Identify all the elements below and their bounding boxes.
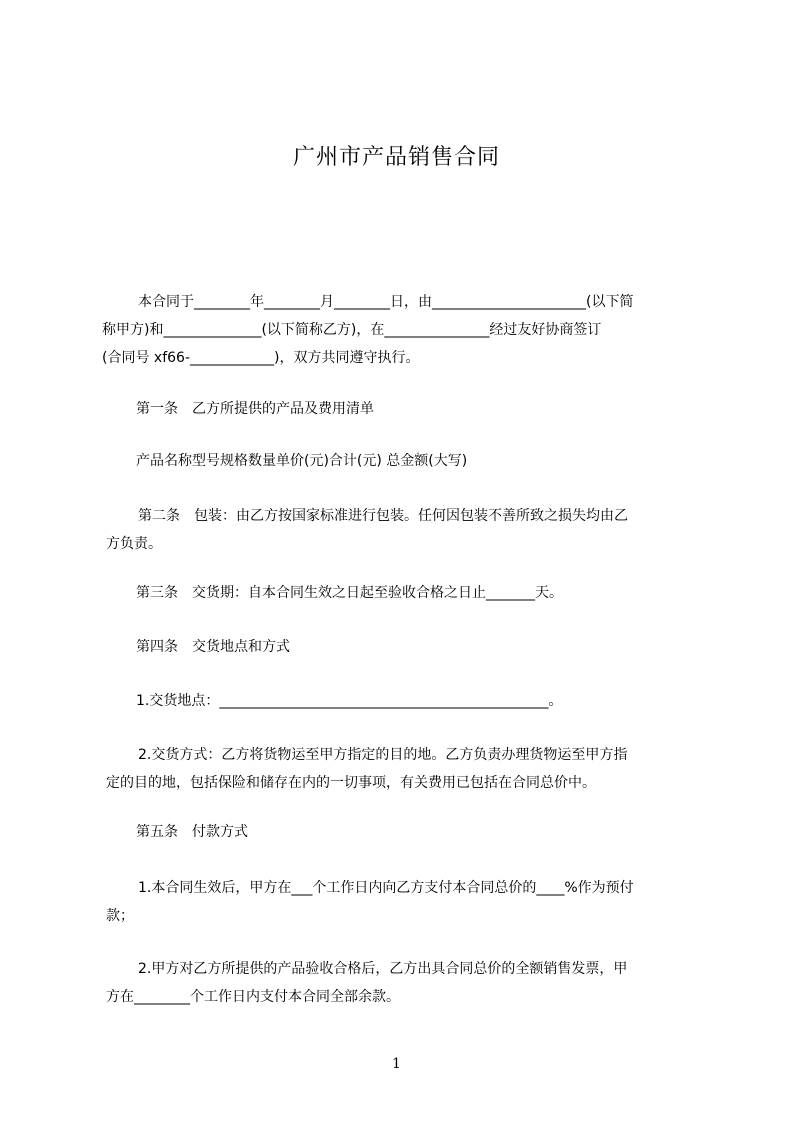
intro-line-3: (合同号 xf66-____________)，双方共同遵守执行。 — [102, 350, 420, 366]
article-1-heading: 第一条 乙方所提供的产品及费用清单 — [136, 401, 374, 417]
article-2-line-1: 第二条 包装：由乙方按国家标准进行包装。任何因包装不善所致之损失均由乙 — [138, 508, 628, 524]
article-4-item-2-line-2: 定的目的地，包括保险和储存在内的一切事项，有关费用已包括在合同总价中。 — [106, 775, 596, 791]
article-4-item-2 — [106, 741, 690, 797]
article-5-item-2-line-1: 2.甲方对乙方所提供的产品验收合格后，乙方出具合同总价的全额销售发票，甲 — [138, 961, 628, 977]
article-4-item-2-line-1: 2.交货方式：乙方将货物运至甲方指定的目的地。乙方负责办理货物运至甲方指 — [138, 747, 628, 763]
article-5-item-1 — [106, 874, 690, 930]
article-3: 第三条 交货期：自本合同生效之日起至验收合格之日止_______天。 — [136, 585, 563, 601]
page-number: 1 — [392, 1056, 401, 1072]
intro-line-2: 称甲方)和______________(以下简称乙方)，在_______________经过友好协商签订 — [102, 322, 602, 338]
intro-line-1: 本合同于________年________月________日，由______________________(以下简 — [138, 294, 634, 310]
contract-title: 广州市产品销售合同 — [292, 145, 500, 170]
article-5-item-1-line-2: 款； — [106, 908, 134, 924]
article-5-heading: 第五条 付款方式 — [136, 824, 248, 840]
product-table-header: 产品名称型号规格数量单价(元)合计(元) 总金额(大写) — [136, 453, 468, 469]
article-5-item-2-line-2: 方在________个工作日内支付本合同全部余款。 — [106, 989, 400, 1005]
article-5-item-2 — [106, 955, 690, 1011]
article-2-line-2: 方负责。 — [106, 536, 162, 552]
intro-paragraph — [102, 288, 690, 372]
article-4-item-1: 1.交货地点：_______________________________________________。 — [136, 693, 563, 709]
article-2 — [106, 502, 690, 558]
article-4-heading: 第四条 交货地点和方式 — [136, 639, 290, 655]
article-5-item-1-line-1: 1.本合同生效后，甲方在___个工作日内向乙方支付本合同总价的____%作为预付 — [138, 880, 634, 896]
